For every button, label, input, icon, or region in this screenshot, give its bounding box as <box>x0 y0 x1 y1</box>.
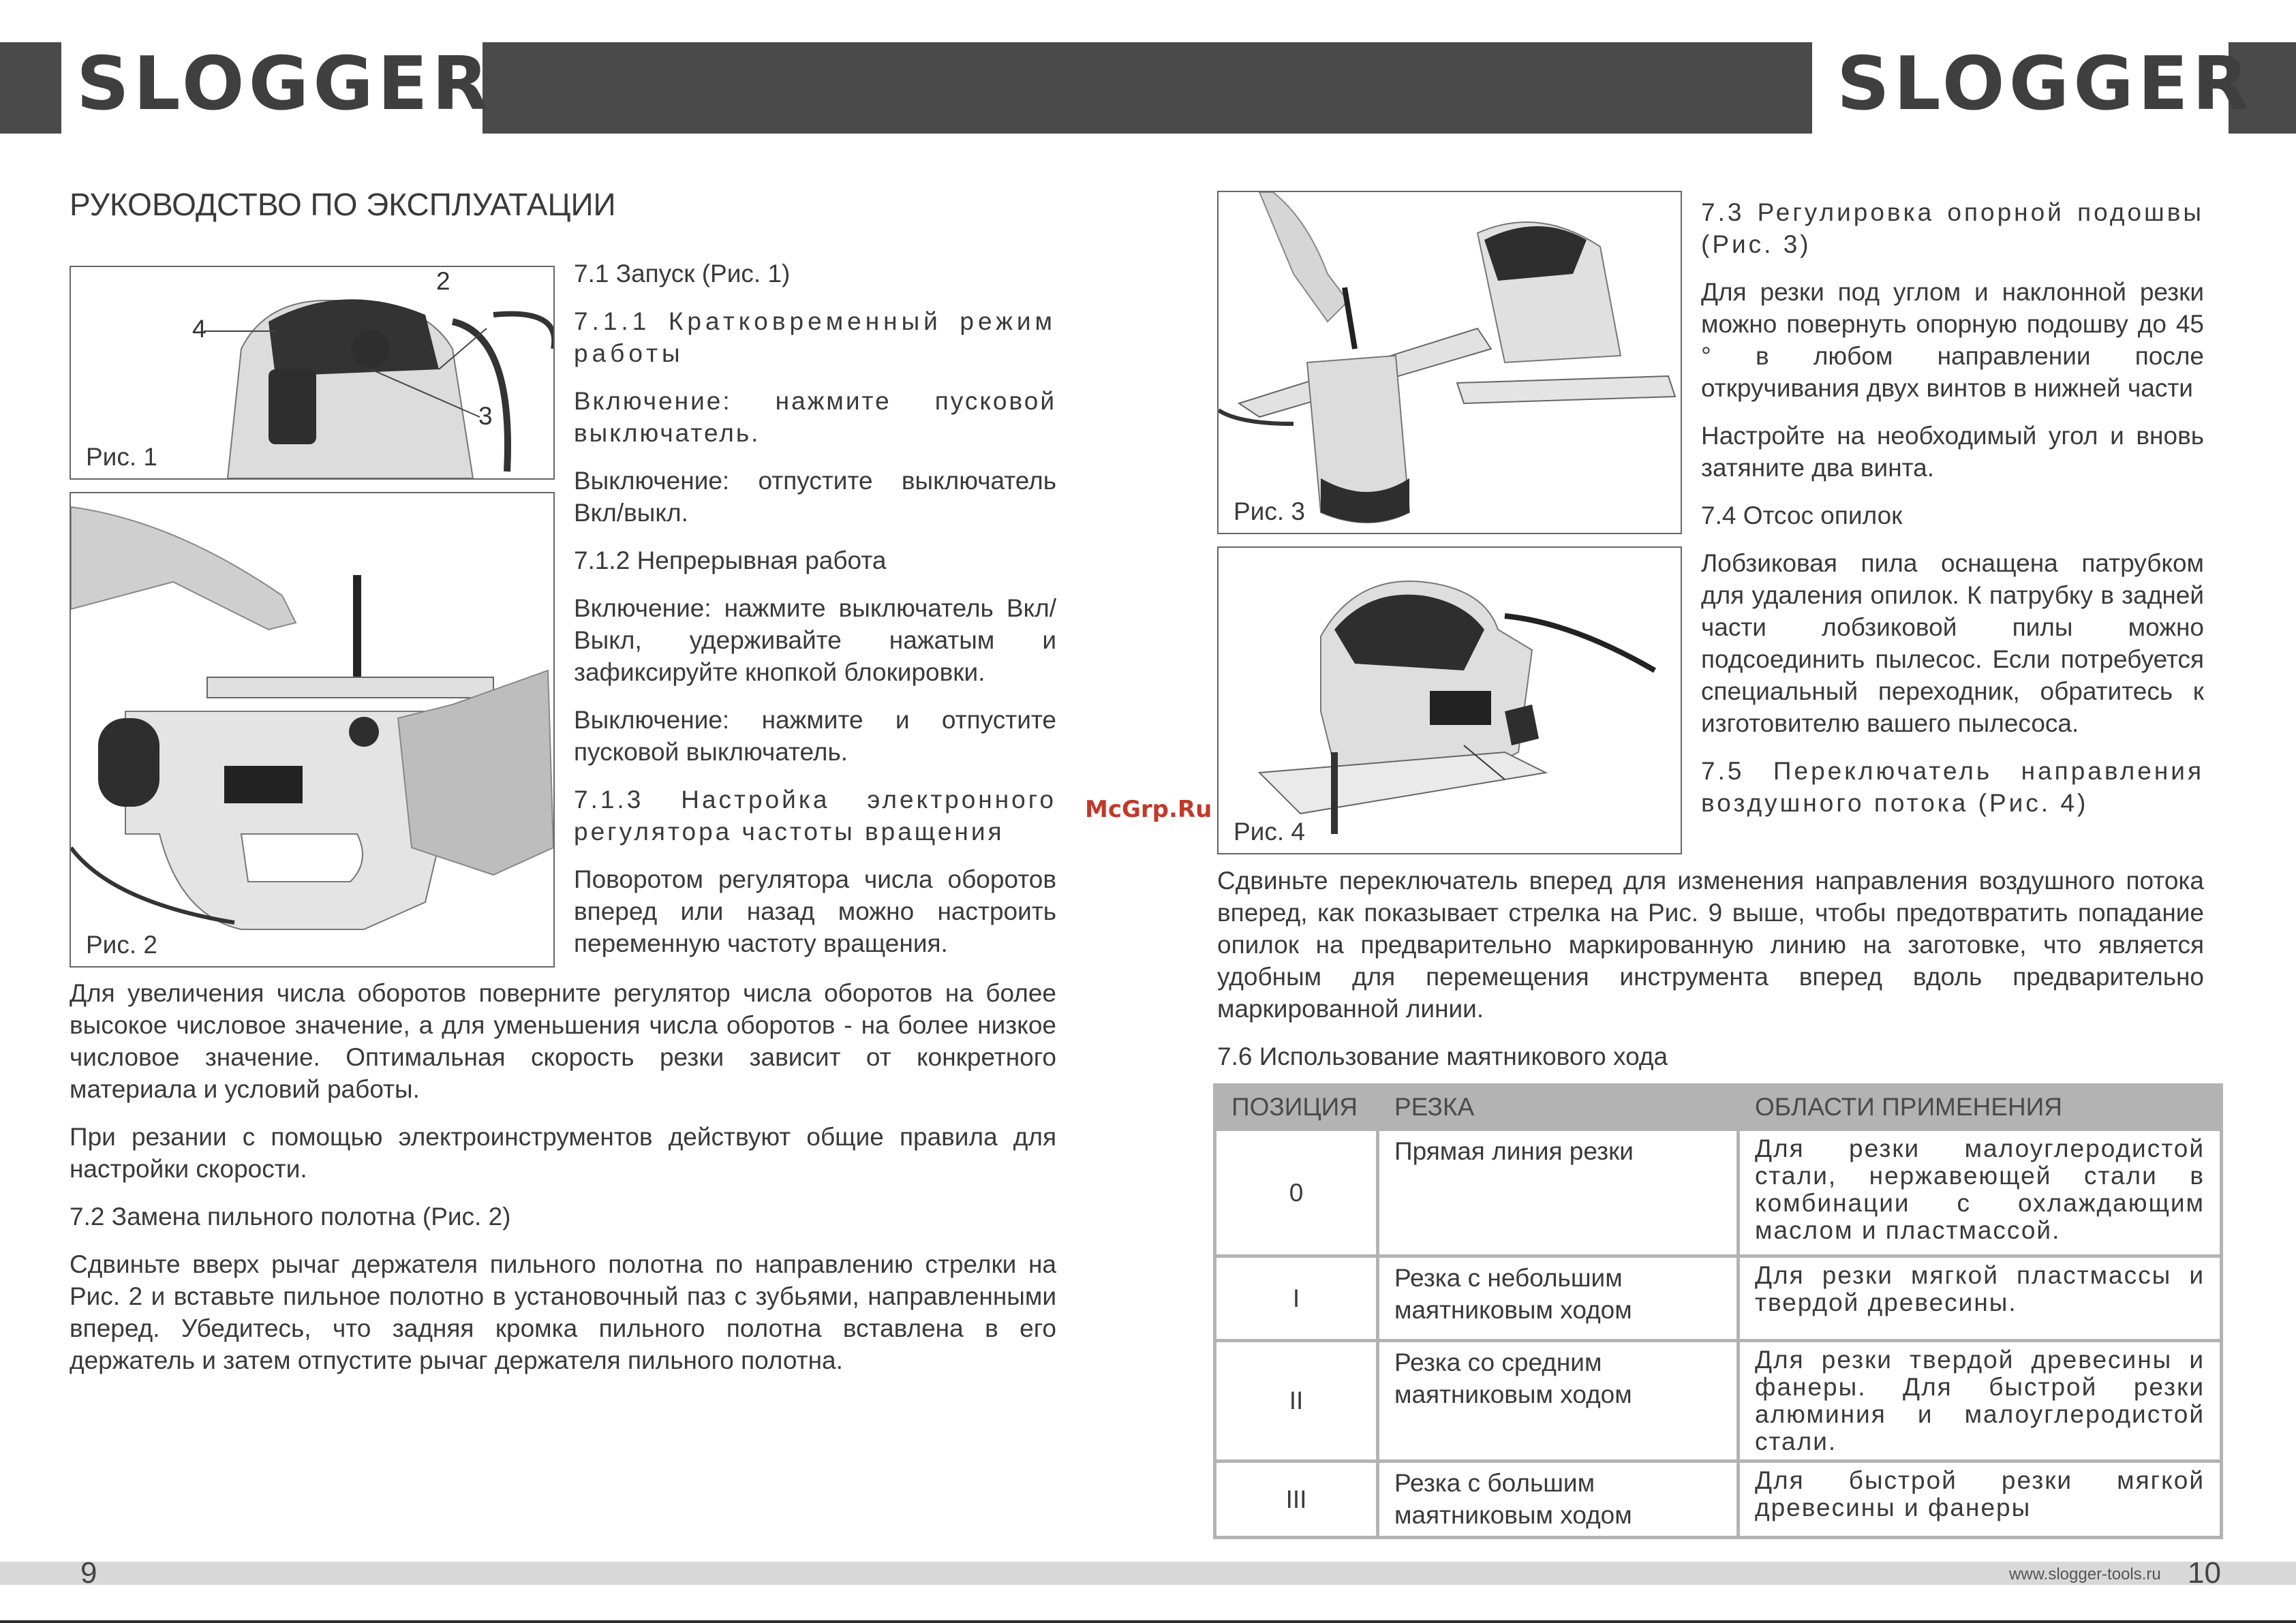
header-cut: РЕЗКА <box>1378 1085 1739 1130</box>
section-7-5-heading: 7.5 Переключатель направления воздушного потока (Рис. 4) <box>1701 757 2204 817</box>
callout-4: 4 <box>192 315 206 343</box>
right-column-bottom <box>1217 865 2204 1088</box>
section-7-3-text2: Настройте на необходимый угол и вновь затяните два винта. <box>1701 422 2204 482</box>
section-7-1-2-off: Выключение: нажмите и отпустите пусковой выключатель. <box>574 706 1056 766</box>
cell-application: Для резки твердой древесины и фанеры. Для быстрой резки алюминия и малоуглеродистой стали. <box>1739 1341 2222 1462</box>
paragraph-rules: При резании с помощью электроинструментов действуют общие правила для настройки скорости. <box>70 1123 1056 1183</box>
table-row <box>1215 1341 2222 1462</box>
airflow-switch-illustration <box>1219 548 1681 853</box>
section-7-1-1-heading: 7.1.1 Кратковременный режим работы <box>574 307 1056 367</box>
header-application: ОБЛАСТИ ПРИМЕНЕНИЯ <box>1739 1085 2222 1130</box>
cell-cut: Прямая линия резки <box>1378 1130 1739 1256</box>
cell-application: Для резки мягкой пластмассы и твердой древесины. <box>1739 1256 2222 1341</box>
cell-position: III <box>1215 1462 1378 1538</box>
section-7-2-heading: 7.2 Замена пильного полотна (Рис. 2) <box>70 1203 511 1231</box>
cell-cut: Резка с небольшим маятниковым ходом <box>1378 1256 1739 1341</box>
blade-change-illustration <box>71 493 553 966</box>
section-7-1-1-on: Включение: нажмите пусковой выключатель. <box>574 387 1056 447</box>
left-column-bottom <box>70 977 1056 1392</box>
cell-position: 0 <box>1215 1130 1378 1256</box>
watermark: McGrp.Ru <box>1085 796 1212 823</box>
base-adjust-illustration <box>1219 192 1681 533</box>
website-url[interactable]: www.slogger-tools.ru <box>2009 1565 2161 1583</box>
cell-application: Для быстрой резки мягкой древесины и фанеры <box>1739 1462 2222 1538</box>
figure-4 <box>1217 546 1682 854</box>
figure-4-caption: Рис. 4 <box>1234 818 1305 846</box>
section-7-1-2-on: Включение: нажмите выключатель Вкл/Выкл, удерживайте нажатым и зафиксируйте кнопкой блокировки. <box>574 594 1056 686</box>
table-row <box>1215 1462 2222 1538</box>
header-left-block <box>0 42 61 134</box>
figure-2-caption: Рис. 2 <box>86 931 157 959</box>
logo-left: SLOGGER <box>76 42 493 127</box>
left-column-top <box>574 258 1056 975</box>
table-header-row <box>1215 1085 2222 1130</box>
cell-cut: Резка с большим маятниковым ходом <box>1378 1462 1739 1538</box>
pendulum-table <box>1213 1083 2223 1539</box>
section-7-3-text: Для резки под углом и наклонной резки можно повернуть опорную подошву до 45 ° в любом направлении после откручивания двух винтов в нижней части <box>1701 278 2204 402</box>
right-column-top <box>1701 196 2204 835</box>
header-position: ПОЗИЦИЯ <box>1215 1085 1378 1130</box>
bottom-rule <box>0 1620 2296 1623</box>
section-7-1-3-heading: 7.1.3 Настройка электронного регулятора частоты вращения <box>574 786 1056 846</box>
section-7-2-text: Сдвиньте вверх рычаг держателя пильного полотна по направлению стрелки на Рис. 2 и вставьте пильное полотно в установочный паз с зубьями, направленными вперед. Убедитесь, что задняя кромка пильного полотна вставлена в его держатель и затем отпустите рычаг держателя пильного полотна. <box>70 1250 1056 1374</box>
callout-2: 2 <box>436 267 450 295</box>
figure-3 <box>1217 191 1682 534</box>
figure-1-caption: Рис. 1 <box>86 443 157 471</box>
section-7-4-text: Лобзиковая пила оснащена патрубком для удаления опилок. К патрубку в задней части лобзиковой пилы можно подсоединить пылесос. Если потребуется специальный переходник, обратитесь к изготовителю вашего пылесоса. <box>1701 549 2204 737</box>
page-number-left: 9 <box>80 1556 97 1590</box>
table-row <box>1215 1256 2222 1341</box>
cell-position: II <box>1215 1341 1378 1462</box>
section-7-5-text: Сдвиньте переключатель вперед для изменения направления воздушного потока вперед, как показывает стрелка на Рис. 9 выше, чтобы предотвратить попадание опилок на предварительно маркированную линию на заготовке, что является удобным для перемещения инструмента вперед вдоль предварительно маркированной линии. <box>1217 867 2204 1023</box>
section-7-3-heading: 7.3 Регулировка опорной подошвы (Рис. 3) <box>1701 198 2204 258</box>
page-number-right: 10 <box>2188 1556 2221 1590</box>
figure-2 <box>70 492 555 968</box>
cell-cut: Резка со средним маятниковым ходом <box>1378 1341 1739 1462</box>
page-title: РУКОВОДСТВО ПО ЭКСПЛУАТАЦИИ <box>70 187 616 222</box>
footer-bar <box>0 1562 2296 1585</box>
callout-3: 3 <box>478 402 493 430</box>
section-7-4-heading: 7.4 Отсос опилок <box>1701 501 1903 529</box>
section-7-1-heading: 7.1 Запуск (Рис. 1) <box>574 260 791 288</box>
cell-position: I <box>1215 1256 1378 1341</box>
figure-1 <box>70 266 555 480</box>
section-7-1-3-text: Поворотом регулятора числа оборотов вперед или назад можно настроить переменную частоту вращения. <box>574 865 1056 957</box>
header-center-bar <box>483 42 1812 134</box>
table-row <box>1215 1130 2222 1256</box>
logo-right: SLOGGER <box>1837 42 2253 127</box>
figure-3-caption: Рис. 3 <box>1234 497 1305 525</box>
paragraph-speed: Для увеличения числа оборотов поверните регулятор числа оборотов на более высокое числовое значение, а для уменьшения числа оборотов - на более низкое числовое значение. Оптимальная скорость резки зависит от конкретного материала и условий работы. <box>70 979 1056 1103</box>
section-7-1-1-off: Выключение: отпустите выключатель Вкл/выкл. <box>574 467 1056 527</box>
cell-application: Для резки малоуглеродистой стали, нержавеющей стали в комбинации с охлаждающим маслом и пластмассой. <box>1739 1130 2222 1256</box>
section-7-1-2-heading: 7.1.2 Непрерывная работа <box>574 546 887 574</box>
section-7-6-heading: 7.6 Использование маятникового хода <box>1217 1042 1668 1070</box>
